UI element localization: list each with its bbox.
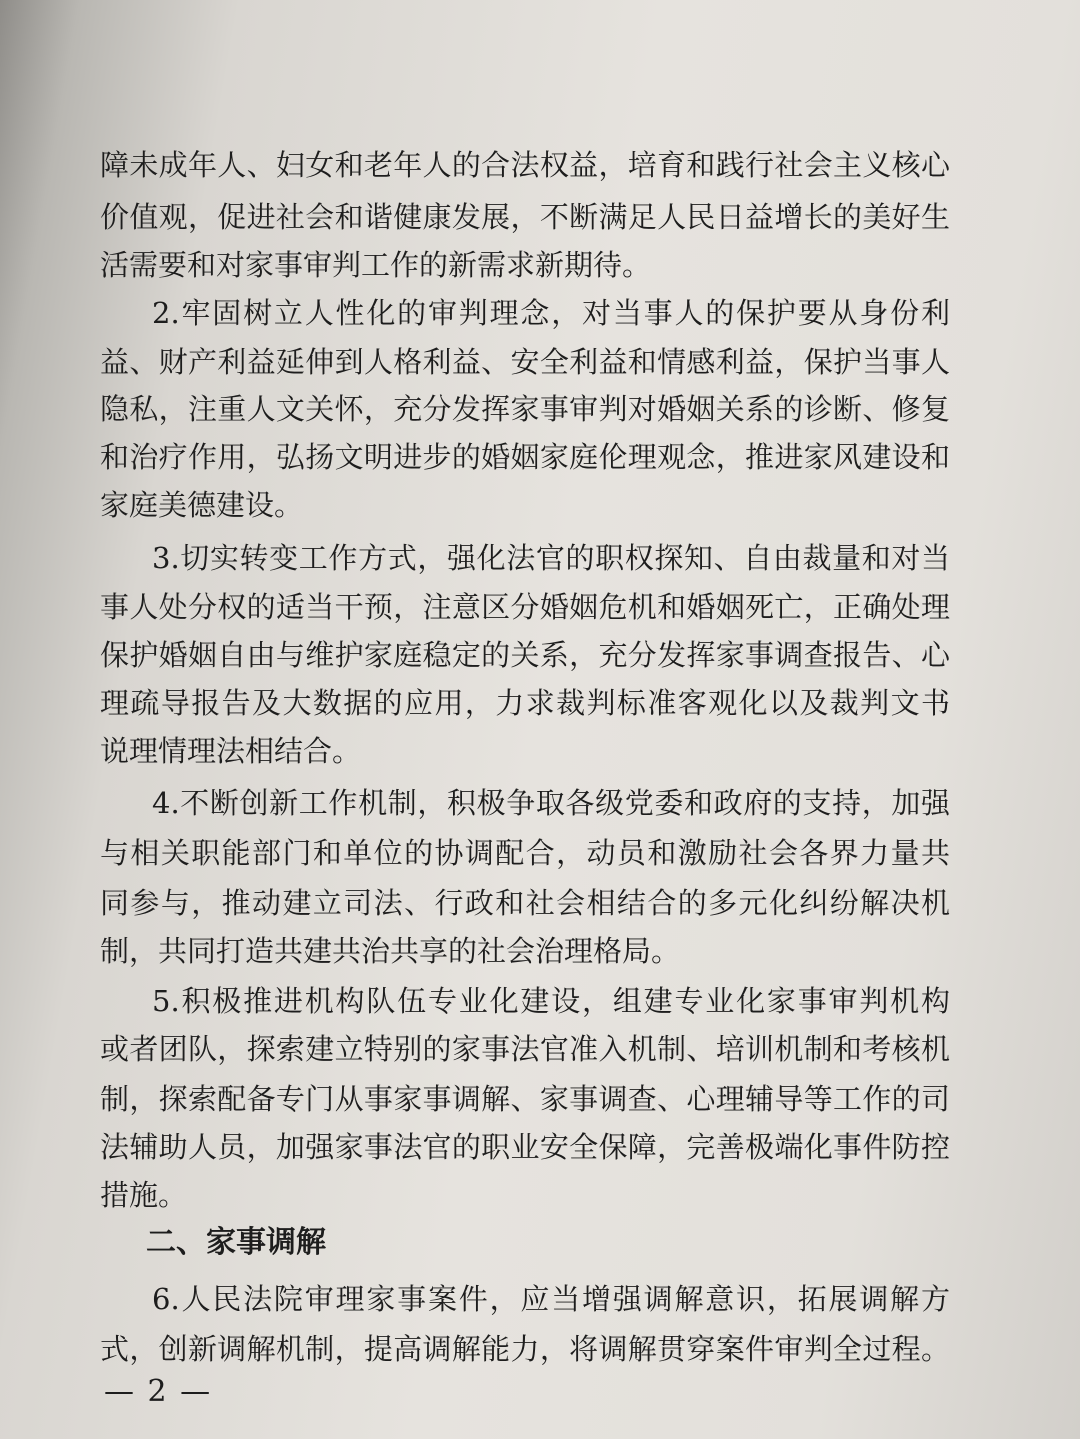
paragraph-first-line: 3.切实转变工作方式，强化法官的职权探知、自由裁量和对当	[152, 541, 950, 575]
text-line: 隐私，注重人文关怀，充分发挥家事审判对婚姻关系的诊断、修复	[100, 392, 950, 426]
text-line: 同参与，推动建立司法、行政和社会相结合的多元化纠纷解决机	[100, 886, 950, 920]
text-line: 与相关职能部门和单位的协调配合，动员和激励社会各界力量共	[100, 836, 950, 870]
text-line: 式，创新调解机制，提高调解能力，将调解贯穿案件审判全过程。	[100, 1332, 950, 1366]
text-line: 家庭美德建设。	[100, 488, 304, 522]
text-line: 活需要和对家事审判工作的新需求新期待。	[100, 248, 652, 282]
text-line: 制，共同打造共建共治共享的社会治理格局。	[100, 934, 681, 968]
text-line: 价值观，促进社会和谐健康发展，不断满足人民日益增长的美好生	[100, 200, 950, 234]
page-number: — 2 —	[104, 1374, 213, 1409]
text-line: 和治疗作用，弘扬文明进步的婚姻家庭伦理观念，推进家风建设和	[100, 440, 950, 474]
section-heading: 二、家事调解	[146, 1225, 326, 1260]
text-line: 说理情理法相结合。	[100, 734, 362, 768]
text-line: 措施。	[100, 1178, 188, 1212]
text-line: 法辅助人员，加强家事法官的职业安全保障，完善极端化事件防控	[100, 1130, 950, 1164]
text-line: 保护婚姻自由与维护家庭稳定的关系，充分发挥家事调查报告、心	[100, 638, 950, 672]
text-line: 制，探索配备专门从事家事调解、家事调查、心理辅导等工作的司	[100, 1082, 950, 1116]
text-line: 事人处分权的适当干预，注意区分婚姻危机和婚姻死亡，正确处理	[100, 590, 950, 624]
paragraph-first-line: 6.人民法院审理家事案件，应当增强调解意识，拓展调解方	[152, 1282, 950, 1316]
text-line: 或者团队，探索建立特别的家事法官准入机制、培训机制和考核机	[100, 1032, 950, 1066]
text-line: 障未成年人、妇女和老年人的合法权益，培育和践行社会主义核心	[100, 148, 950, 182]
paragraph-first-line: 2.牢固树立人性化的审判理念，对当事人的保护要从身份利	[152, 296, 950, 330]
paragraph-first-line: 5.积极推进机构队伍专业化建设，组建专业化家事审判机构	[152, 984, 950, 1018]
paragraph-first-line: 4.不断创新工作机制，积极争取各级党委和政府的支持，加强	[152, 786, 950, 820]
text-line: 益、财产利益延伸到人格利益、安全利益和情感利益，保护当事人	[100, 345, 950, 379]
text-line: 理疏导报告及大数据的应用，力求裁判标准客观化以及裁判文书	[100, 686, 950, 720]
